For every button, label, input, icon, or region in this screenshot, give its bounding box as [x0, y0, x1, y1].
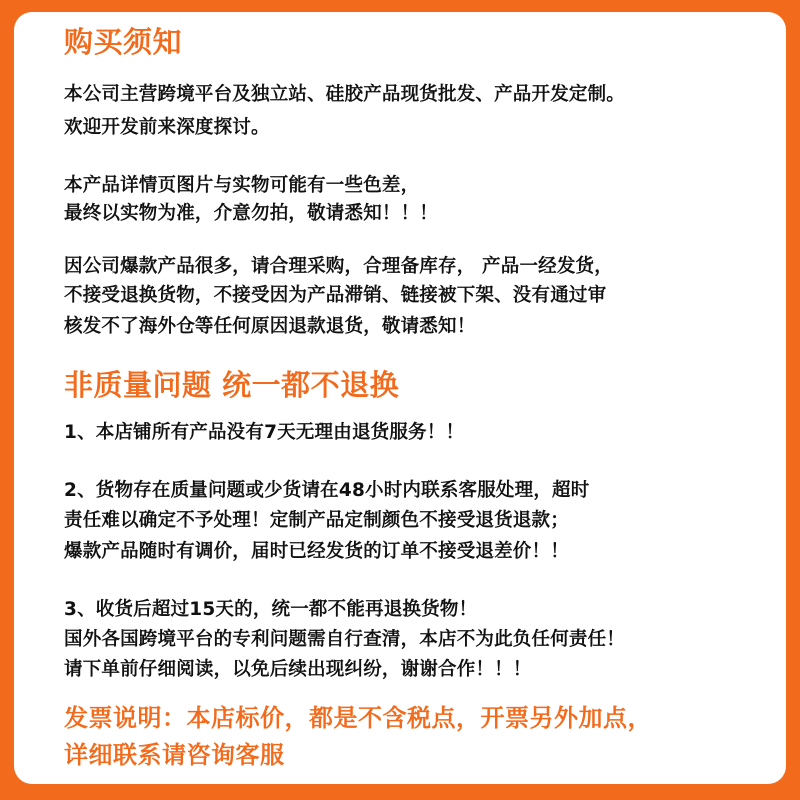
rule-3-line: 国外各国跨境平台的专利问题需自行查清，本店不为此负任何责任！	[64, 629, 626, 650]
intro-line: 本公司主营跨境平台及独立站、硅胶产品现货批发、产品开发定制。	[64, 84, 626, 105]
invoice-note-line: 详细联系请咨询客服	[64, 741, 285, 769]
intro-line: 欢迎开发前来深度探讨。	[64, 117, 270, 138]
no-return-heading: 非质量问题 统一都不退换	[64, 368, 400, 402]
rule-2-line: 2、货物存在质量问题或少货请在48小时内联系客服处理，超时	[64, 480, 590, 501]
color-notice-line: 本产品详情页图片与实物可能有一些色差，	[64, 175, 420, 196]
invoice-note-line: 发票说明：本店标价，都是不含税点，开票另外加点，	[64, 704, 652, 732]
rule-3-line: 3、收货后超过15天的，统一都不能再退换货物！	[64, 599, 478, 620]
rule-1-line: 1、本店铺所有产品没有7天无理由退货服务！！	[64, 422, 465, 443]
rule-2-line: 爆款产品随时有调价，届时已经发货的订单不接受退差价！！	[64, 541, 569, 562]
rule-2-line: 责任难以确定不予处理！定制产品定制颜色不接受退货退款；	[64, 510, 569, 531]
purchase-notice-line: 因公司爆款产品很多，请合理采购，合理备库存， 产品一经发货，	[64, 256, 613, 277]
color-notice-line: 最终以实物为准，介意勿拍，敬请悉知！！！	[64, 203, 439, 224]
rule-3-line: 请下单前仔细阅读，以免后续出现纠纷，谢谢合作！！！	[64, 659, 532, 680]
purchase-notice-line: 核发不了海外仓等任何原因退款退货，敬请悉知！	[64, 316, 476, 337]
purchase-notice-heading: 购买须知	[64, 25, 183, 59]
purchase-notice-line: 不接受退换货物，不接受因为产品滞销、链接被下架、没有通过审	[64, 285, 607, 306]
